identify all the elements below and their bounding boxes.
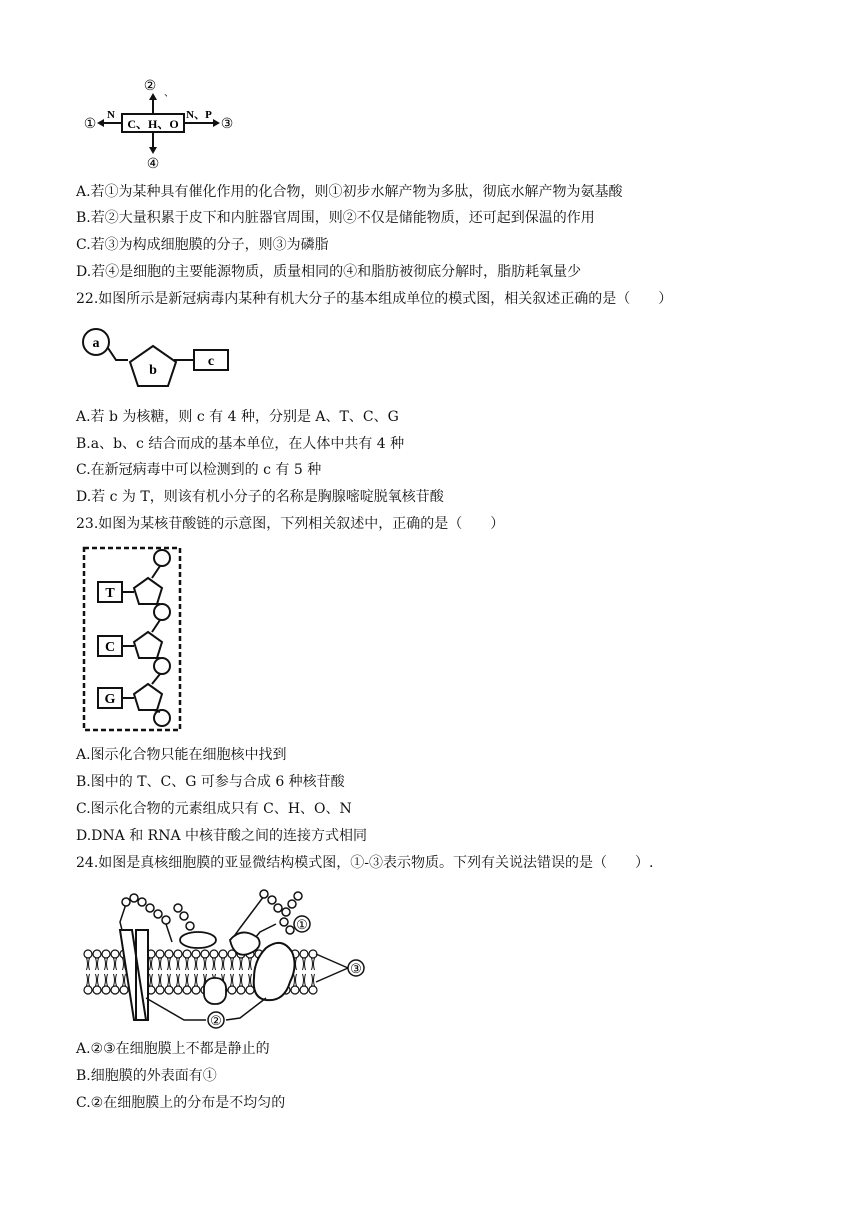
label-2: ②	[210, 1013, 222, 1028]
q21-option-c: C.若③为构成细胞膜的分子，则③为磷脂	[76, 237, 329, 253]
nucleotide-chain-diagram-q23	[82, 544, 186, 736]
base-1: T	[105, 586, 115, 601]
right-element: N、P	[186, 109, 212, 121]
element-diagram-q21	[84, 78, 234, 170]
q21-option-b: B.若②大量积累于皮下和内脏器官周围，则②不仅是储能物质，还可起到保温的作用	[76, 210, 595, 226]
base-3: G	[104, 692, 116, 707]
q23-option-a: A.图示化合物只能在细胞核中找到	[76, 747, 287, 763]
cell-membrane-diagram-q24	[80, 882, 370, 1030]
q22-option-c: C.在新冠病毒中可以检测到的 c 有 5 种	[76, 462, 322, 478]
label-3: ③	[350, 961, 362, 976]
label-a: a	[92, 336, 100, 351]
label-2-mark: 、	[164, 88, 174, 99]
q24-option-c: C.②在细胞膜上的分布是不均匀的	[76, 1095, 286, 1111]
nucleotide-diagram-q22	[80, 320, 240, 394]
q21-option-d: D.若④是细胞的主要能源物质，质量相同的④和脂肪被彻底分解时，脂肪耗氧量少	[76, 264, 582, 280]
left-element: N	[107, 109, 115, 121]
label-b: b	[149, 363, 157, 378]
q23-option-d: D.DNA 和 RNA 中核苷酸之间的连接方式相同	[76, 828, 368, 844]
transmembrane-protein	[120, 930, 148, 1020]
q23-option-c: C.图示化合物的元素组成只有 C、H、O、N	[76, 801, 352, 817]
q22-option-b: B.a、b、c 结合而成的基本单位，在人体中共有 4 种	[76, 436, 405, 452]
base-2: C	[104, 640, 116, 655]
label-2: ②	[143, 79, 157, 94]
q23-stem: 23.如图为某核苷酸链的示意图，下列相关叙述中，正确的是（ ）	[76, 516, 505, 532]
q24-stem: 24.如图是真核细胞膜的亚显微结构模式图，①-③表示物质。下列有关说法错误的是（ ）.	[76, 855, 654, 871]
q22-option-a: A.若 b 为核糖，则 c 有 4 种，分别是 A、T、C、G	[76, 409, 399, 425]
q22-option-d: D.若 c 为 T，则该有机小分子的名称是胸腺嘧啶脱氧核苷酸	[76, 489, 444, 505]
label-1: ①	[84, 117, 97, 132]
label-1: ①	[296, 917, 308, 932]
label-c: c	[207, 354, 215, 369]
q22-stem: 22.如图所示是新冠病毒内某种有机大分子的基本组成单位的模式图，相关叙述正确的是（ ）	[76, 291, 673, 307]
label-3: ③	[220, 117, 234, 132]
label-4: ④	[146, 157, 160, 170]
element-box-text: C、H、O	[127, 117, 179, 131]
q24-option-b: B.细胞膜的外表面有①	[76, 1068, 217, 1084]
q21-option-a: A.若①为某种具有催化作用的化合物，则①初步水解产物为多肽，彻底水解产物为氨基酸	[76, 184, 623, 200]
q24-option-a: A.②③在细胞膜上不都是静止的	[76, 1041, 270, 1057]
q23-option-b: B.图中的 T、C、G 可参与合成 6 种核苷酸	[76, 774, 345, 790]
